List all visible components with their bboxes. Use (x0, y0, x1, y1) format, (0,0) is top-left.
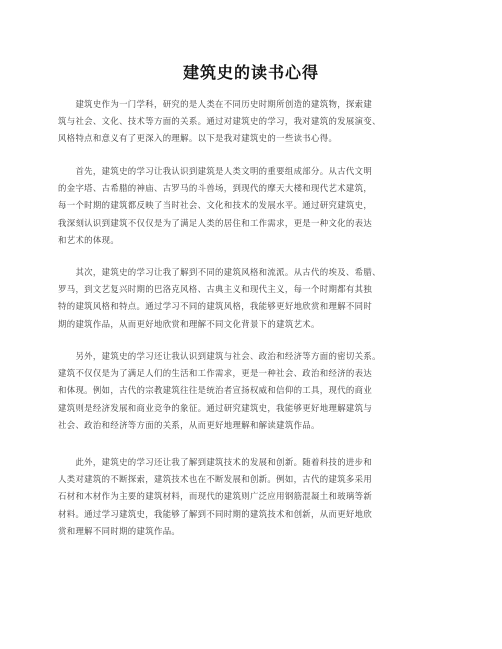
text-line: 材料。通过学习建筑史，我能够了解到不同时期的建筑技术和创新，从而更好地欣 (58, 508, 373, 519)
text-line: 风格特点和意义有了更深入的理解。以下是我对建筑史的一些读书心得。 (58, 133, 338, 144)
paragraph-fourth (58, 454, 448, 540)
text-line: 我深刻认识到建筑不仅仅是为了满足人类的居住和工作需求，更是一种文化的表达 (58, 217, 373, 228)
text-line: 建筑则是经济发展和商业竞争的象征。通过研究建筑史，我能够更好地理解建筑与 (58, 402, 373, 413)
paragraph-second (58, 264, 448, 333)
paragraph-intro (58, 96, 448, 148)
text-line: 社会、政治和经济等方面的关系，从而更好地理解和解读建筑作品。 (58, 419, 320, 430)
text-line: 筑与社会、文化、技术等方面的关系。通过对建筑史的学习，我对建筑的发展演变、 (58, 116, 381, 127)
text-line: 罗马，到文艺复兴时期的巴洛克风格、古典主义和现代主义，每一个时期都有其独 (58, 284, 373, 295)
text-line: 和艺术的体现。 (58, 234, 120, 245)
text-line: 特的建筑风格和特点。通过学习不同的建筑风格，我能够更好地欣赏和理解不同时 (58, 301, 373, 312)
text-line: 每一个时期的建筑都反映了当时社会、文化和技术的发展水平。通过研究建筑史， (58, 200, 373, 211)
text-line: 人类对建筑的不断探索，建筑技术也在不断发展和创新。例如，古代的建筑多采用 (58, 474, 373, 485)
text-line: 其次，建筑史的学习让我了解到不同的建筑风格和流派。从古代的埃及、希腊、 (58, 267, 381, 277)
text-line: 建筑史作为一门学科，研究的是人类在不同历史时期所创造的建筑物，探索建 (58, 99, 373, 109)
text-line: 此外，建筑史的学习还让我了解到建筑技术的发展和创新。随着科技的进步和 (58, 457, 373, 467)
text-line: 和体现。例如，古代的宗教建筑往往是统治者宣扬权威和信仰的工具，现代的商业 (58, 385, 373, 396)
text-line: 石材和木材作为主要的建筑材料，而现代的建筑则广泛应用钢筋混凝土和玻璃等新 (58, 491, 373, 502)
text-line: 的金字塔、古希腊的神庙、古罗马的斗兽场，到现代的摩天大楼和现代艺术建筑， (58, 183, 373, 194)
text-line: 期的建筑作品，从而更好地欣赏和理解不同文化背景下的建筑艺术。 (58, 318, 320, 329)
paragraph-first (58, 163, 448, 249)
text-line: 首先，建筑史的学习让我认识到建筑是人类文明的重要组成部分。从古代文明 (58, 166, 373, 176)
text-line: 建筑不仅仅是为了满足人们的生活和工作需求，更是一种社会、政治和经济的表达 (58, 368, 373, 379)
text-line: 赏和理解不同时期的建筑作品。 (58, 525, 181, 536)
page-title: 建筑史的读书心得 (182, 63, 319, 82)
paragraph-third (58, 348, 448, 434)
text-line: 另外，建筑史的学习还让我认识到建筑与社会、政治和经济等方面的密切关系。 (58, 351, 381, 361)
